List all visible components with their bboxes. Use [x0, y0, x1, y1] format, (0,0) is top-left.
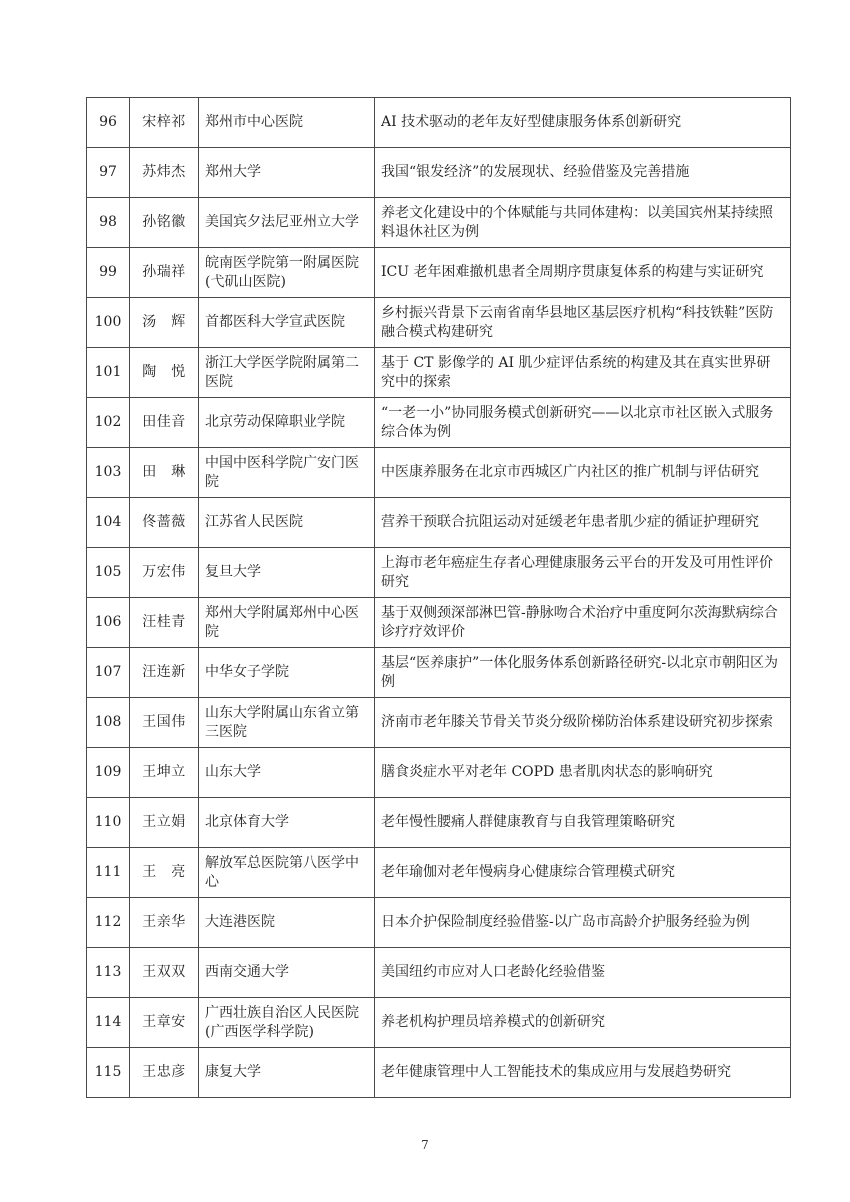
institution: 解放军总医院第八医学中心: [199, 848, 375, 898]
project-title: 上海市老年癌症生存者心理健康服务云平台的开发及可用性评价研究: [375, 548, 791, 598]
row-number: 112: [87, 898, 130, 948]
project-title: 日本介护保险制度经验借鉴-以广岛市高龄介护服务经验为例: [375, 898, 791, 948]
applicant-name: 佟蔷薇: [130, 498, 199, 548]
project-title: 营养干预联合抗阻运动对延缓老年患者肌少症的循证护理研究: [375, 498, 791, 548]
row-number: 110: [87, 798, 130, 848]
row-number: 108: [87, 698, 130, 748]
institution: 北京劳动保障职业学院: [199, 398, 375, 448]
project-title: 膳食炎症水平对老年 COPD 患者肌肉状态的影响研究: [375, 748, 791, 798]
applicant-name: 陶 悦: [130, 348, 199, 398]
project-title: 老年健康管理中人工智能技术的集成应用与发展趋势研究: [375, 1048, 791, 1098]
applicant-name: 王章安: [130, 998, 199, 1048]
row-number: 113: [87, 948, 130, 998]
table-row: [87, 148, 791, 198]
project-title: ICU 老年困难撤机患者全周期序贯康复体系的构建与实证研究: [375, 248, 791, 298]
institution: 康复大学: [199, 1048, 375, 1098]
table-row: [87, 848, 791, 898]
project-title: AI 技术驱动的老年友好型健康服务体系创新研究: [375, 98, 791, 148]
row-number: 101: [87, 348, 130, 398]
table-row: [87, 748, 791, 798]
applicant-name: 田 琳: [130, 448, 199, 498]
applicant-name: 王忠彦: [130, 1048, 199, 1098]
table-row: [87, 898, 791, 948]
table-row: [87, 98, 791, 148]
table-row: [87, 698, 791, 748]
applicant-name: 汤 辉: [130, 298, 199, 348]
row-number: 103: [87, 448, 130, 498]
institution: 广西壮族自治区人民医院(广西医学科学院): [199, 998, 375, 1048]
row-number: 105: [87, 548, 130, 598]
institution: 江苏省人民医院: [199, 498, 375, 548]
institution: 北京体育大学: [199, 798, 375, 848]
project-title: 养老文化建设中的个体赋能与共同体建构：以美国宾州某持续照料退休社区为例: [375, 198, 791, 248]
applicant-name: 万宏伟: [130, 548, 199, 598]
project-title: 中医康养服务在北京市西城区广内社区的推广机制与评估研究: [375, 448, 791, 498]
applicant-name: 王国伟: [130, 698, 199, 748]
table-row: [87, 998, 791, 1048]
row-number: 97: [87, 148, 130, 198]
row-number: 106: [87, 598, 130, 648]
institution: 郑州大学: [199, 148, 375, 198]
table-row: [87, 648, 791, 698]
table-row: [87, 948, 791, 998]
table-row: [87, 398, 791, 448]
project-title: 美国纽约市应对人口老龄化经验借鉴: [375, 948, 791, 998]
applicant-name: 汪连新: [130, 648, 199, 698]
institution: 复旦大学: [199, 548, 375, 598]
institution: 郑州市中心医院: [199, 98, 375, 148]
institution: 首都医科大学宣武医院: [199, 298, 375, 348]
row-number: 104: [87, 498, 130, 548]
table-row: [87, 348, 791, 398]
institution: 浙江大学医学院附属第二医院: [199, 348, 375, 398]
row-number: 109: [87, 748, 130, 798]
applicant-name: 汪桂青: [130, 598, 199, 648]
table-row: [87, 298, 791, 348]
project-title: “一老一小”协同服务模式创新研究——以北京市社区嵌入式服务综合体为例: [375, 398, 791, 448]
table-row: [87, 548, 791, 598]
project-title: 我国“银发经济”的发展现状、经验借鉴及完善措施: [375, 148, 791, 198]
applicant-name: 田佳音: [130, 398, 199, 448]
applicant-name: 王 亮: [130, 848, 199, 898]
project-roster-table: [86, 97, 791, 1098]
row-number: 100: [87, 298, 130, 348]
institution: 大连港医院: [199, 898, 375, 948]
applicant-name: 宋梓祁: [130, 98, 199, 148]
project-title: 济南市老年膝关节骨关节炎分级阶梯防治体系建设研究初步探索: [375, 698, 791, 748]
applicant-name: 王坤立: [130, 748, 199, 798]
institution: 皖南医学院第一附属医院(弋矶山医院): [199, 248, 375, 298]
roster-body: [87, 98, 791, 1098]
table-row: [87, 798, 791, 848]
row-number: 98: [87, 198, 130, 248]
project-title: 养老机构护理员培养模式的创新研究: [375, 998, 791, 1048]
project-title: 基于 CT 影像学的 AI 肌少症评估系统的构建及其在真实世界研究中的探索: [375, 348, 791, 398]
project-title: 老年瑜伽对老年慢病身心健康综合管理模式研究: [375, 848, 791, 898]
institution: 山东大学: [199, 748, 375, 798]
institution: 中华女子学院: [199, 648, 375, 698]
page-number: 7: [421, 1138, 429, 1152]
row-number: 99: [87, 248, 130, 298]
row-number: 111: [87, 848, 130, 898]
row-number: 96: [87, 98, 130, 148]
table-row: [87, 498, 791, 548]
table-row: [87, 198, 791, 248]
table-row: [87, 448, 791, 498]
project-title: 基于双侧颈深部淋巴管-静脉吻合术治疗中重度阿尔茨海默病综合诊疗疗效评价: [375, 598, 791, 648]
row-number: 114: [87, 998, 130, 1048]
row-number: 102: [87, 398, 130, 448]
institution: 中国中医科学院广安门医院: [199, 448, 375, 498]
applicant-name: 王亲华: [130, 898, 199, 948]
table-row: [87, 248, 791, 298]
applicant-name: 孙瑞祥: [130, 248, 199, 298]
institution: 郑州大学附属郑州中心医院: [199, 598, 375, 648]
institution: 山东大学附属山东省立第三医院: [199, 698, 375, 748]
institution: 西南交通大学: [199, 948, 375, 998]
project-title: 老年慢性腰痛人群健康教育与自我管理策略研究: [375, 798, 791, 848]
applicant-name: 苏炜杰: [130, 148, 199, 198]
applicant-name: 王立娟: [130, 798, 199, 848]
applicant-name: 孙铭徽: [130, 198, 199, 248]
table-row: [87, 1048, 791, 1098]
row-number: 115: [87, 1048, 130, 1098]
table-row: [87, 598, 791, 648]
institution: 美国宾夕法尼亚州立大学: [199, 198, 375, 248]
row-number: 107: [87, 648, 130, 698]
project-title: 基层“医养康护”一体化服务体系创新路径研究-以北京市朝阳区为例: [375, 648, 791, 698]
project-title: 乡村振兴背景下云南省南华县地区基层医疗机构“科技铁鞋”医防融合模式构建研究: [375, 298, 791, 348]
applicant-name: 王双双: [130, 948, 199, 998]
